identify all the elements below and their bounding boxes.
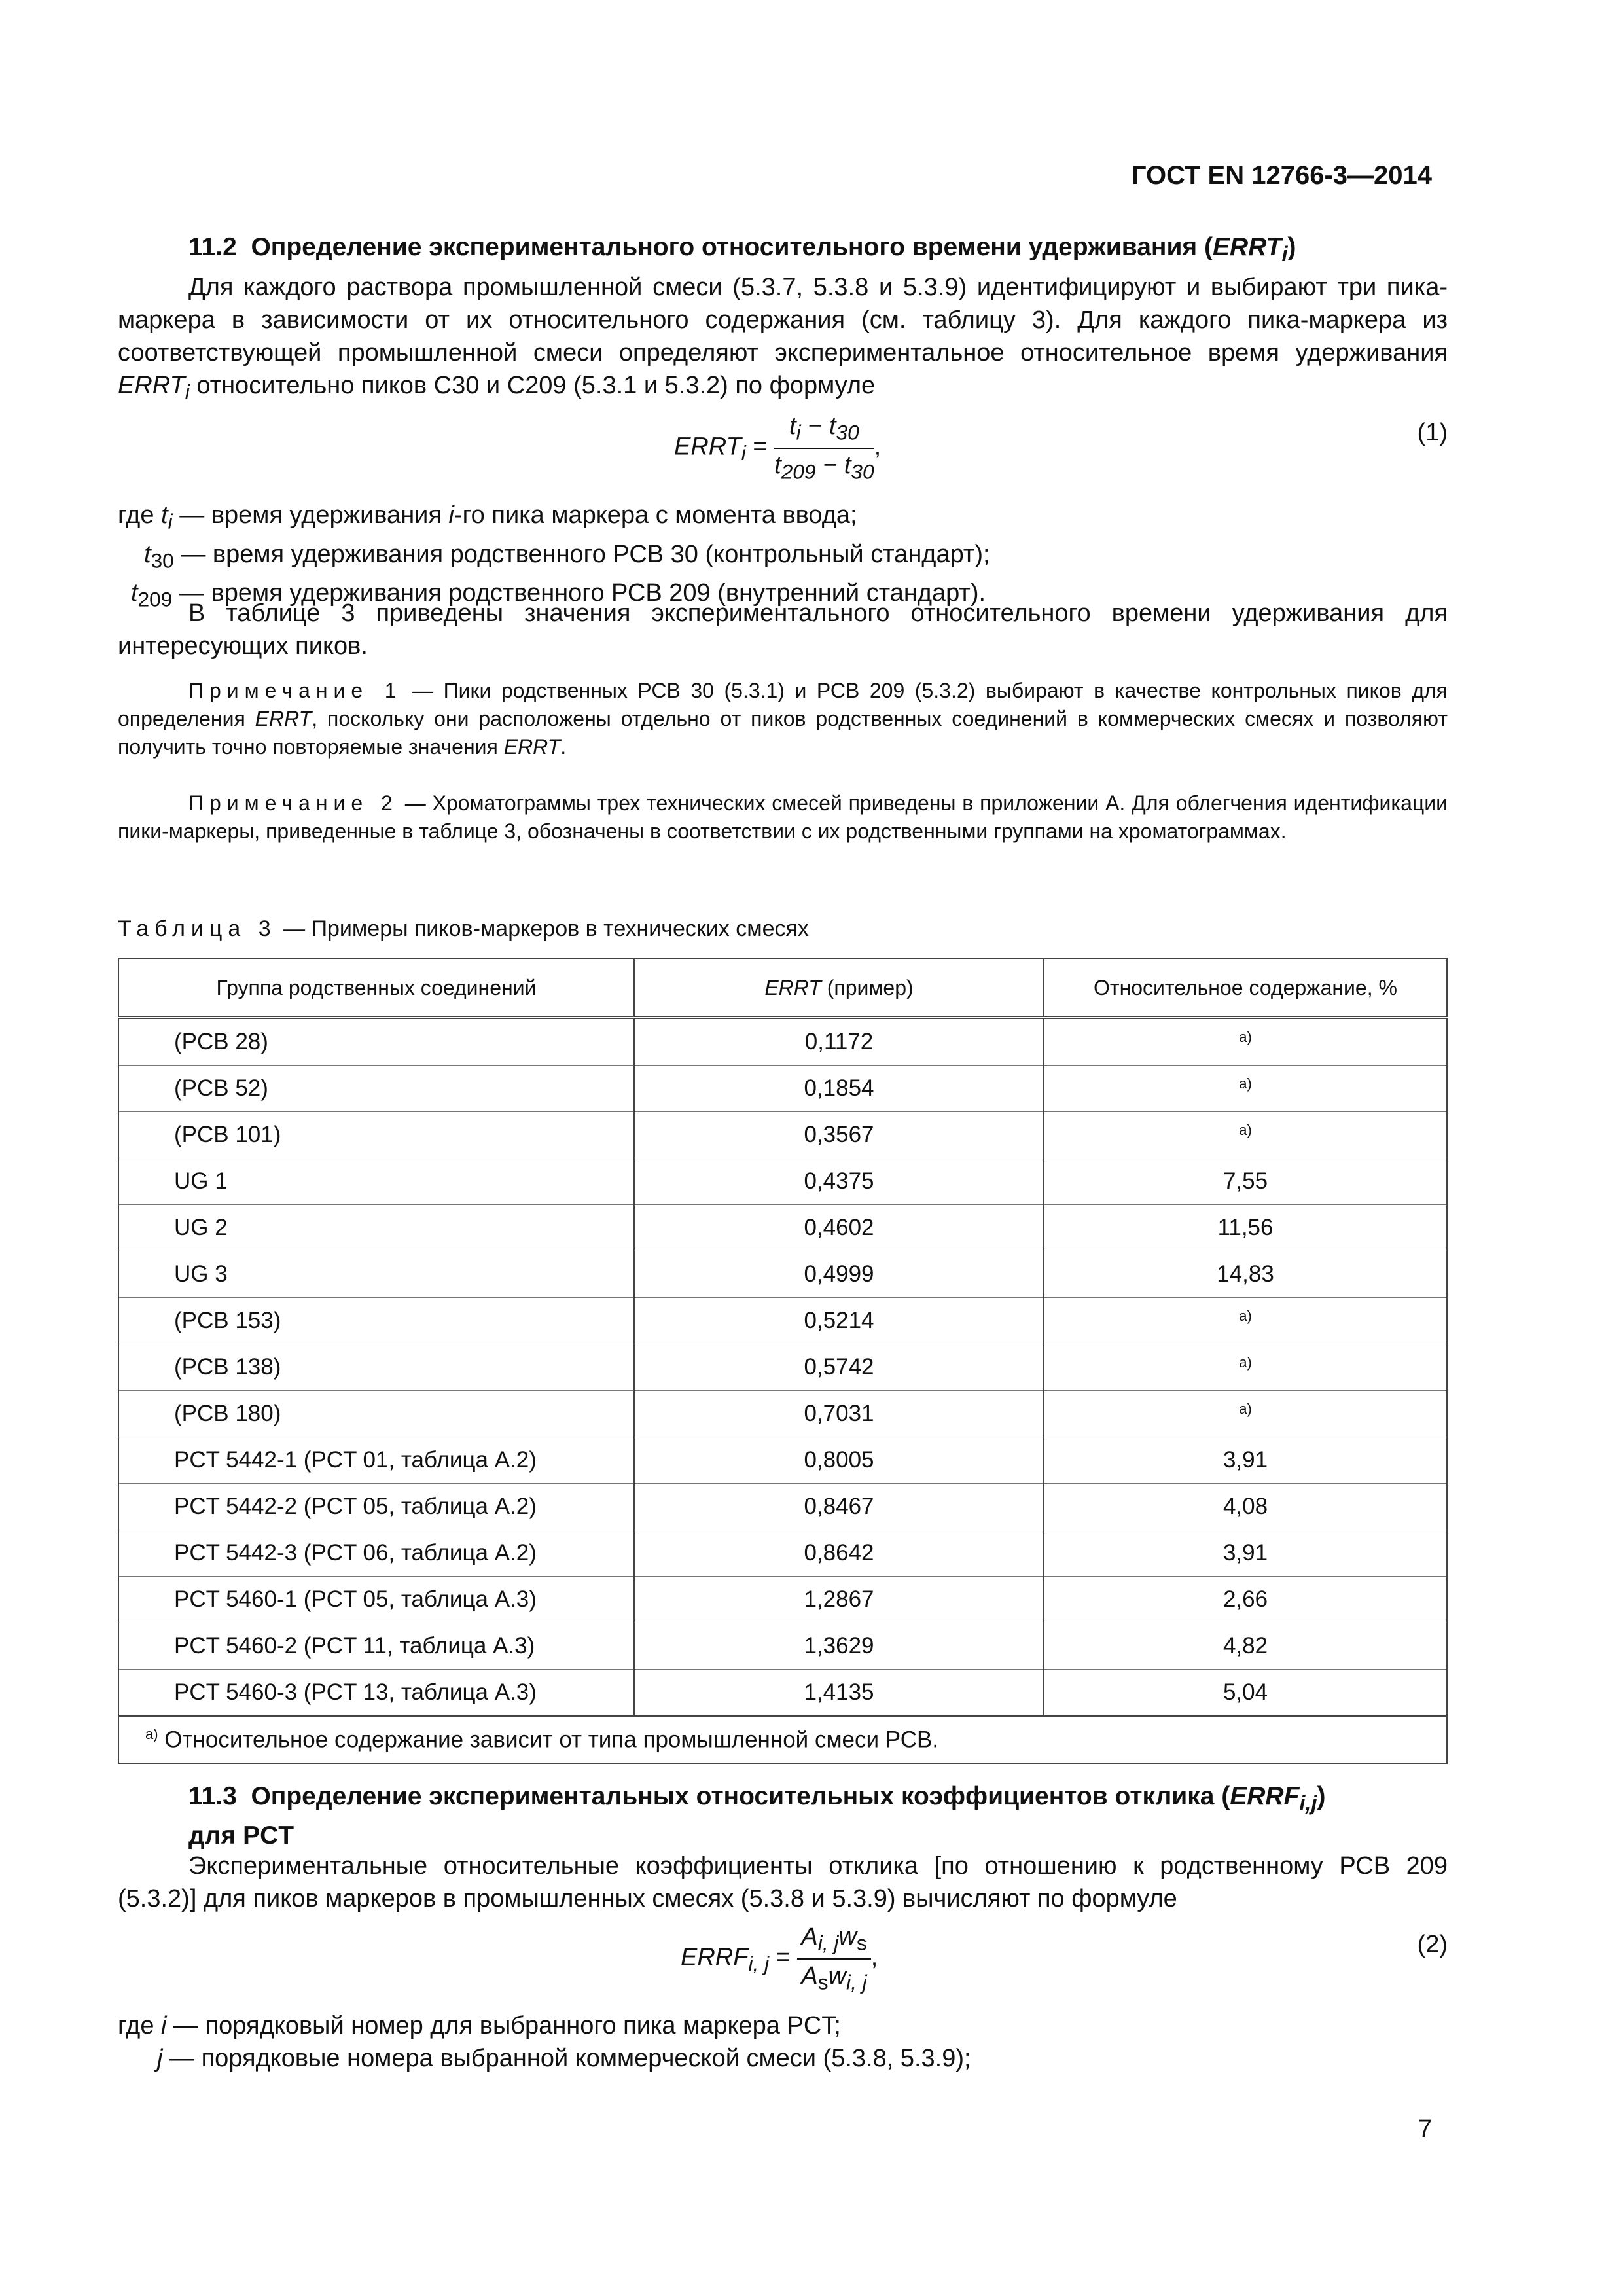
table-3-caption (118, 916, 809, 942)
legend-rest: -го пика маркера с момента ввода; (454, 501, 857, 529)
den-t: t (774, 451, 781, 479)
legend-text: — время удерживания родственного РСВ 30 (контрольный стандарт); (173, 540, 990, 568)
legend-text: — время удерживания родственного РСВ 209 (внутренний стандарт). (172, 579, 986, 607)
den-a: A (801, 1962, 818, 1990)
paragraph-symbol: ERRT (118, 372, 185, 399)
legend-symbol: t (144, 540, 151, 568)
document-header: ГОСТ EN 12766-3—2014 (1131, 161, 1432, 190)
paragraph-11-2-intro (118, 271, 1448, 408)
cell-group: (PCB 138) (118, 1344, 634, 1391)
cell-group: PCT 5442-3 (PCT 06, таблица А.2) (118, 1530, 634, 1577)
table-row (118, 1344, 1447, 1391)
table-row (118, 1205, 1447, 1251)
section-title-end: ) (1317, 1782, 1326, 1810)
cell-group: (PCB 28) (118, 1018, 634, 1066)
note-label: Примечание 2 (188, 791, 399, 815)
cell-group: (PCB 101) (118, 1112, 634, 1158)
table-row (118, 1577, 1447, 1623)
footnote-text: Относительное содержание зависит от типа промышленной смеси РСВ. (158, 1727, 939, 1753)
formula-denominator (774, 449, 874, 484)
legend-text: — время удерживания (172, 501, 449, 529)
header-errt (634, 958, 1044, 1018)
note-2 (118, 789, 1448, 846)
den-w-sub: i, j (846, 1970, 867, 1994)
cell-content: 7,55 (1044, 1158, 1447, 1205)
cell-errt: 1,4135 (634, 1670, 1044, 1717)
formula-fraction (774, 412, 874, 484)
cell-errt: 0,5214 (634, 1298, 1044, 1344)
note-label: Примечание 1 (188, 679, 402, 702)
cell-content: 11,56 (1044, 1205, 1447, 1251)
den-w: w (828, 1962, 847, 1990)
section-11-2-title (188, 233, 1296, 266)
formula-eq: = (769, 1943, 798, 1971)
paragraph-text-a: Для каждого раствора промышленной смеси (5.3.7, 5.3.8 и 5.3.9) идентифицируют и выбирают три пика-маркера в зависимости от их относительного содержания (см. таблицу 3). Для каждого пика-маркера из соответствующей промышленной смеси определяют экспериментальное относительное время удерживания (118, 274, 1448, 367)
section-title-line2: для PCT (188, 1821, 294, 1850)
formula-numerator (797, 1923, 870, 1960)
paragraph-symbol-sub: i (185, 380, 190, 404)
cell-content (1044, 1112, 1447, 1158)
table-row (118, 1484, 1447, 1530)
formula-1-number: (1) (1417, 419, 1448, 446)
cell-content (1044, 1344, 1447, 1391)
note-text: — Хроматограммы трех технических смесей приведены в приложении А. Для облегчения идентификации пики-маркеры, приведенные в таблице 3, обозначены в соответствии с их родственными группами на хроматограммах. (118, 791, 1448, 843)
cell-group: PCT 5442-2 (PCT 05, таблица А.2) (118, 1484, 634, 1530)
cell-group: PCT 5460-1 (PCT 05, таблица А.3) (118, 1577, 634, 1623)
cell-content: 4,82 (1044, 1623, 1447, 1670)
note-1 (118, 677, 1448, 761)
legend-text: — порядковый номер для выбранного пика маркера PCT; (166, 2012, 841, 2039)
cell-group: (PCB 153) (118, 1298, 634, 1344)
cell-errt: 0,8467 (634, 1484, 1044, 1530)
legend-line (118, 2042, 971, 2075)
legend-italic: i (448, 501, 454, 529)
formula-lhs-sub: i, j (748, 1952, 770, 1976)
paragraph-text-b: относительно пиков С30 и С209 (5.3.1 и 5.3.2) по формуле (189, 372, 876, 399)
num-a-sub: i, j (817, 1931, 839, 1955)
cell-group: PCT 5460-3 (PCT 13, таблица А.3) (118, 1670, 634, 1717)
cell-group: PCT 5442-1 (PCT 01, таблица А.2) (118, 1437, 634, 1484)
num-sub2: 30 (836, 420, 859, 444)
cell-footnote-mark: а) (1239, 1029, 1252, 1045)
cell-footnote-mark: а) (1239, 1122, 1252, 1138)
legend-sub: i (168, 509, 173, 533)
cell-content (1044, 1066, 1447, 1112)
table-row (118, 1018, 1447, 1066)
cell-content: 3,91 (1044, 1437, 1447, 1484)
cell-group: UG 3 (118, 1251, 634, 1298)
cell-errt: 1,3629 (634, 1623, 1044, 1670)
cell-content: 5,04 (1044, 1670, 1447, 1717)
cell-errt: 0,1854 (634, 1066, 1044, 1112)
formula-lhs: ERRF (681, 1943, 749, 1971)
cell-errt: 0,4375 (634, 1158, 1044, 1205)
legend-sub: 209 (137, 587, 173, 611)
cell-errt: 1,2867 (634, 1577, 1044, 1623)
table-footnote-row (118, 1716, 1447, 1763)
cell-errt: 0,4999 (634, 1251, 1044, 1298)
num-w: w (838, 1923, 857, 1950)
section-title-text: Определение экспериментального относительного времени удерживания ( (251, 233, 1213, 261)
section-title-text: Определение экспериментальных относительных коэффициентов отклика ( (251, 1782, 1230, 1810)
cell-footnote-mark: а) (1239, 1308, 1252, 1324)
cell-content (1044, 1391, 1447, 1437)
caption-label: Таблица 3 (118, 916, 277, 941)
den-sub2: 30 (851, 459, 874, 484)
cell-group: UG 2 (118, 1205, 634, 1251)
legend-sub: 30 (151, 548, 174, 573)
table-footnote (118, 1716, 1447, 1763)
section-title-symbol: ERRF (1230, 1782, 1300, 1810)
formula-numerator (774, 412, 874, 449)
note-text-c: . (560, 735, 567, 759)
table-row (118, 1437, 1447, 1484)
note-symbol-1: ERRT (255, 707, 312, 730)
formula-2-legend (118, 2009, 971, 2075)
cell-errt: 0,4602 (634, 1205, 1044, 1251)
legend-prefix: где (118, 501, 162, 529)
cell-errt: 0,1172 (634, 1018, 1044, 1066)
cell-group: (PCB 180) (118, 1391, 634, 1437)
den-minus-t: − t (815, 451, 851, 479)
formula-1 (674, 412, 881, 484)
num-a: A (801, 1923, 818, 1950)
caption-text: — Примеры пиков-маркеров в технических смесях (276, 916, 809, 941)
header-errt-symbol: ERRT (764, 975, 821, 999)
note-text-a: — Пики родственных РСВ 30 (5.3.1) и РСВ 209 (5.3.2) выбирают в качестве контрольных пиков для определения (118, 679, 1448, 730)
table-row (118, 1112, 1447, 1158)
num-minus-t: − t (800, 412, 836, 440)
cell-footnote-mark: а) (1239, 1354, 1252, 1371)
formula-lhs-sub: i (741, 441, 746, 465)
table-header-row (118, 958, 1447, 1018)
cell-errt: 0,8005 (634, 1437, 1044, 1484)
cell-content (1044, 1018, 1447, 1066)
legend-symbol: j (157, 2045, 163, 2072)
footnote-mark: а) (145, 1726, 158, 1743)
header-group: Группа родственных соединений (118, 958, 634, 1018)
den-a-sub: s (817, 1970, 829, 1994)
paragraph-11-3-intro: Экспериментальные относительные коэффициенты отклика [по отношению к родственному РСВ 209 (5.3.2)] для пиков маркеров в промышленных смесях (5.3.8 и 5.3.9) вычисляют по формуле (118, 1852, 1448, 1912)
cell-footnote-mark: а) (1239, 1401, 1252, 1417)
table-row (118, 1298, 1447, 1344)
cell-group: UG 1 (118, 1158, 634, 1205)
legend-line (118, 2009, 971, 2042)
cell-content: 4,08 (1044, 1484, 1447, 1530)
cell-footnote-mark: а) (1239, 1075, 1252, 1092)
table-row (118, 1391, 1447, 1437)
section-11-3-title (188, 1780, 1448, 1852)
section-title-end: ) (1287, 233, 1296, 261)
header-errt-rest: (пример) (821, 975, 914, 999)
formula-fraction (797, 1923, 870, 1994)
formula-eq: = (745, 433, 775, 461)
legend-text: — порядковые номера выбранной коммерческой смеси (5.3.8, 5.3.9); (162, 2045, 971, 2072)
formula-2 (681, 1923, 878, 1994)
cell-errt: 0,3567 (634, 1112, 1044, 1158)
table-row (118, 1158, 1447, 1205)
table-row (118, 1251, 1447, 1298)
paragraph-table-reference: В таблице 3 приведены значения экспериментального относительного времени удерживания для интересующих пиков. (118, 600, 1448, 660)
section-title-subscript: i (1281, 242, 1288, 266)
legend-line (118, 538, 990, 577)
section-title-subscript: i,j (1299, 1791, 1317, 1815)
legend-symbol: t (161, 501, 168, 529)
cell-content: 2,66 (1044, 1577, 1447, 1623)
cell-errt: 0,8642 (634, 1530, 1044, 1577)
num-sub: i (796, 420, 801, 444)
formula-2-number: (2) (1417, 1931, 1448, 1958)
note-symbol-2: ERRT (503, 735, 561, 759)
section-number: 11.3 (188, 1782, 237, 1810)
table-row (118, 1530, 1447, 1577)
page-number: 7 (1418, 2115, 1432, 2143)
den-sub: 209 (781, 459, 816, 484)
note-text-b: , поскольку они расположены отдельно от пиков родственных соединений в коммерческих смесях и позволяют получить точно повторяемые значения (118, 707, 1448, 759)
formula-denominator (797, 1960, 870, 1995)
legend-prefix: где (118, 2012, 162, 2039)
cell-content: 14,83 (1044, 1251, 1447, 1298)
formula-comma: , (874, 433, 882, 461)
legend-symbol: t (131, 579, 138, 607)
legend-symbol: i (161, 2012, 167, 2039)
cell-errt: 0,7031 (634, 1391, 1044, 1437)
num-w-sub: s (856, 1931, 867, 1955)
num-t: t (789, 412, 796, 440)
legend-line (118, 499, 990, 538)
cell-group: PCT 5460-2 (PCT 11, таблица А.3) (118, 1623, 634, 1670)
cell-content (1044, 1298, 1447, 1344)
section-number: 11.2 (188, 233, 237, 261)
cell-errt: 0,5742 (634, 1344, 1044, 1391)
cell-content: 3,91 (1044, 1530, 1447, 1577)
table-row (118, 1670, 1447, 1717)
formula-lhs: ERRT (674, 433, 741, 461)
cell-group: (PCB 52) (118, 1066, 634, 1112)
section-title-symbol: ERRT (1213, 233, 1282, 261)
formula-comma: , (870, 1943, 878, 1971)
table-3 (118, 958, 1448, 1764)
table-row (118, 1066, 1447, 1112)
header-content: Относительное содержание, % (1044, 958, 1447, 1018)
table-row (118, 1623, 1447, 1670)
